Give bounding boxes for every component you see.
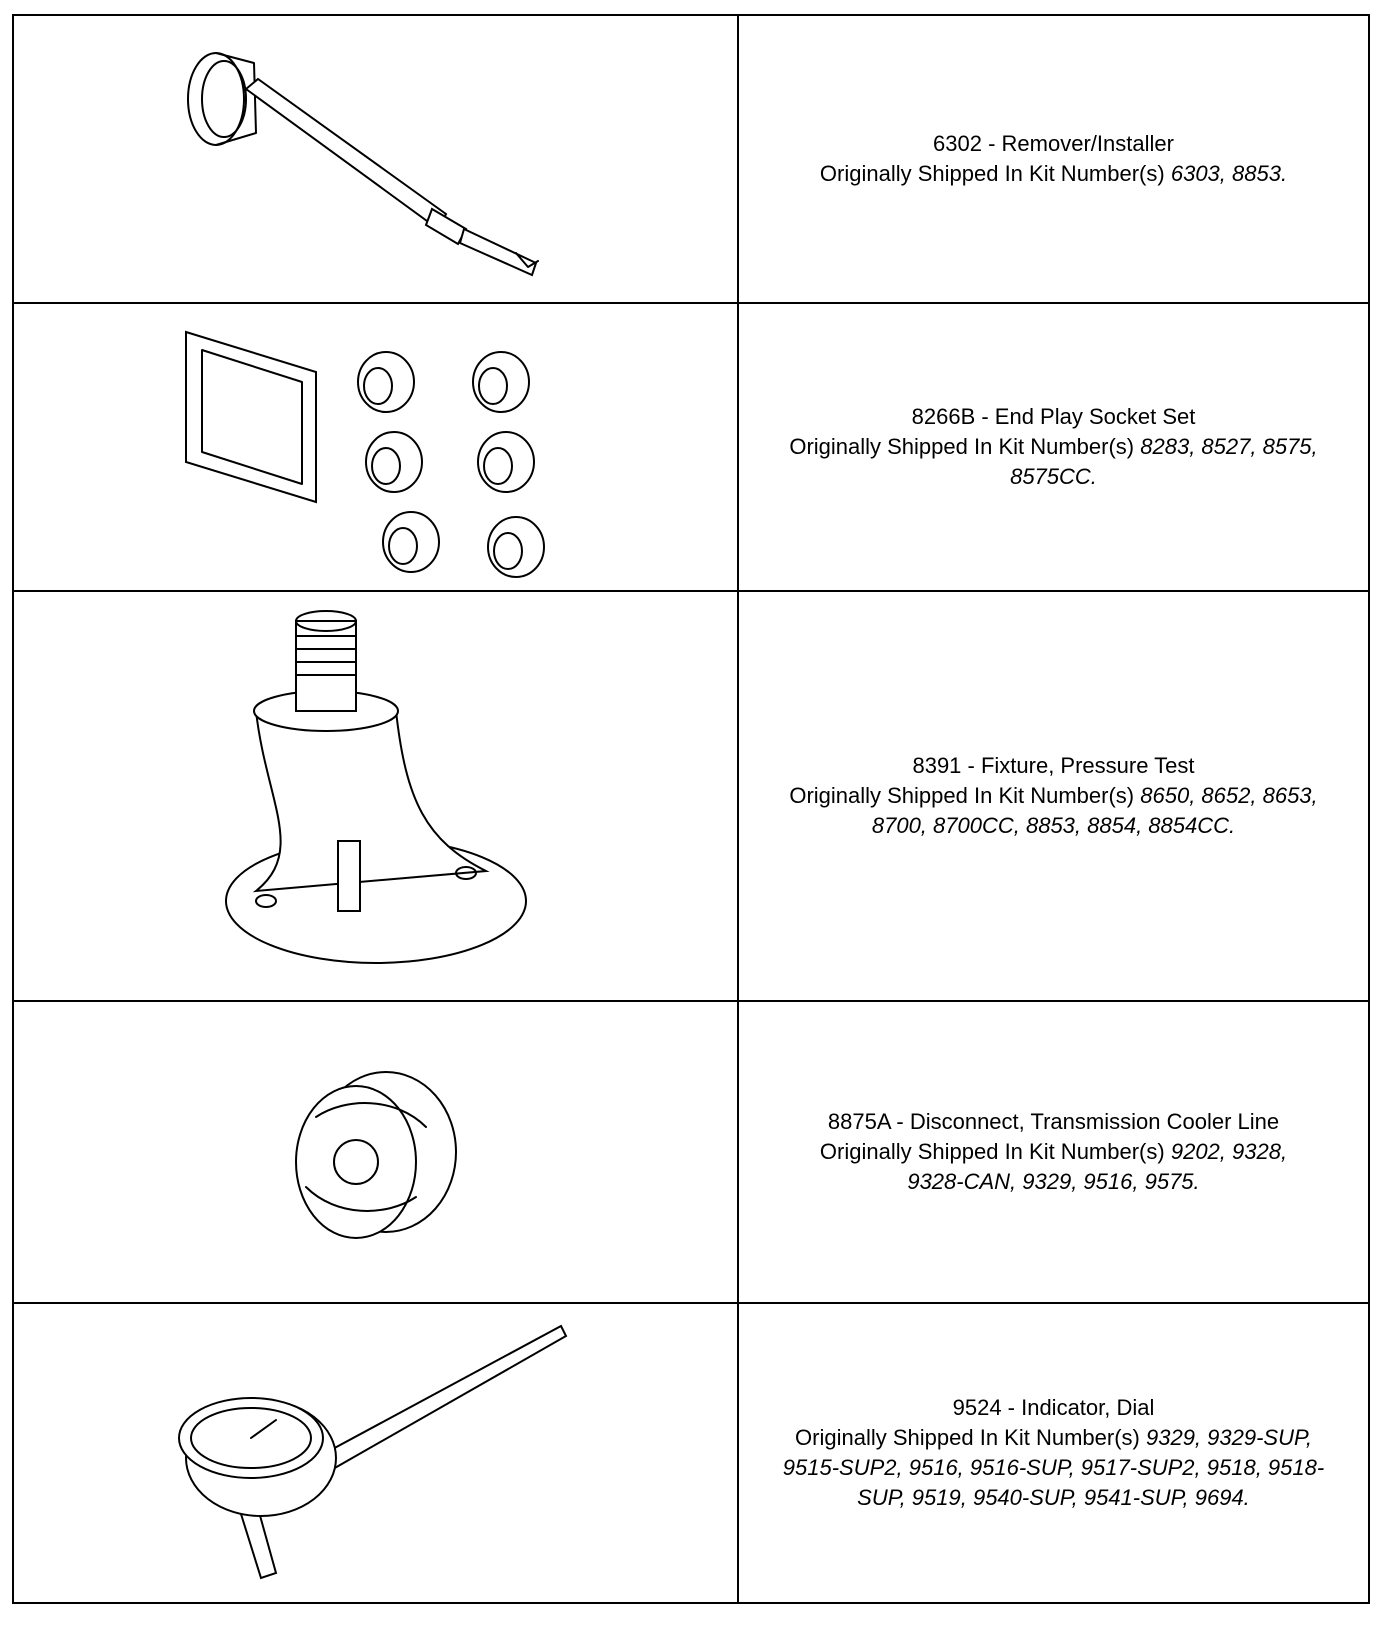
table-row bbox=[13, 1303, 1369, 1603]
kits-prefix: Originally Shipped In Kit Number(s) bbox=[789, 783, 1135, 808]
tool-image-cell bbox=[13, 1303, 738, 1603]
tool-image-cell bbox=[13, 591, 738, 1001]
tool-kits bbox=[739, 432, 1368, 462]
dial-indicator-icon bbox=[166, 1308, 586, 1598]
kits-list-continued: 9328-CAN, 9329, 9516, 9575. bbox=[907, 1169, 1200, 1194]
pressure-test-fixture-icon bbox=[216, 601, 536, 991]
tool-description bbox=[738, 591, 1369, 1001]
tool-image-cell bbox=[13, 15, 738, 303]
tool-sheet bbox=[12, 14, 1370, 1632]
table-row bbox=[13, 15, 1369, 303]
tool-table bbox=[12, 14, 1370, 1604]
table-row bbox=[13, 1001, 1369, 1303]
tool-kits bbox=[739, 1423, 1368, 1453]
tool-title: 8391 - Fixture, Pressure Test bbox=[912, 753, 1195, 778]
tool-title: 6302 - Remover/Installer bbox=[933, 131, 1174, 156]
kits-list-continued: 9515-SUP2, 9516, 9516-SUP, 9517-SUP2, 9518, 9518-SUP, 9519, 9540-SUP, 9541-SUP, 9694. bbox=[782, 1455, 1325, 1510]
kits-prefix: Originally Shipped In Kit Number(s) bbox=[789, 434, 1135, 459]
kits-prefix: Originally Shipped In Kit Number(s) bbox=[819, 161, 1165, 186]
tool-description bbox=[738, 1303, 1369, 1603]
tool-kits bbox=[739, 1137, 1368, 1167]
tool-description bbox=[738, 15, 1369, 303]
tool-description bbox=[738, 1001, 1369, 1303]
tool-kits bbox=[739, 159, 1368, 189]
kits-list-continued: 8700, 8700CC, 8853, 8854, 8854CC. bbox=[871, 813, 1236, 838]
socket-set-icon bbox=[166, 312, 586, 582]
tool-image-cell bbox=[13, 303, 738, 591]
kits-list: 9202, 9328, bbox=[1170, 1139, 1288, 1164]
tool-image-cell bbox=[13, 1001, 738, 1303]
kits-prefix: Originally Shipped In Kit Number(s) bbox=[819, 1139, 1165, 1164]
kits-list: 9329, 9329-SUP, bbox=[1145, 1425, 1312, 1450]
table-row bbox=[13, 303, 1369, 591]
kits-list: 6303, 8853. bbox=[1170, 161, 1288, 186]
tool-description bbox=[738, 303, 1369, 591]
kits-list: 8650, 8652, 8653, bbox=[1140, 783, 1318, 808]
cooler-line-disconnect-icon bbox=[276, 1057, 476, 1247]
tool-title: 8266B - End Play Socket Set bbox=[911, 404, 1196, 429]
kits-list-continued: 8575CC. bbox=[1010, 464, 1097, 489]
tool-title: 8875A - Disconnect, Transmission Cooler Line bbox=[827, 1109, 1280, 1134]
tool-title: 9524 - Indicator, Dial bbox=[952, 1395, 1155, 1420]
kits-list: 8283, 8527, 8575, bbox=[1140, 434, 1318, 459]
kits-prefix: Originally Shipped In Kit Number(s) bbox=[795, 1425, 1140, 1450]
tool-kits bbox=[739, 781, 1368, 811]
remover-installer-icon bbox=[176, 29, 576, 289]
table-row bbox=[13, 591, 1369, 1001]
